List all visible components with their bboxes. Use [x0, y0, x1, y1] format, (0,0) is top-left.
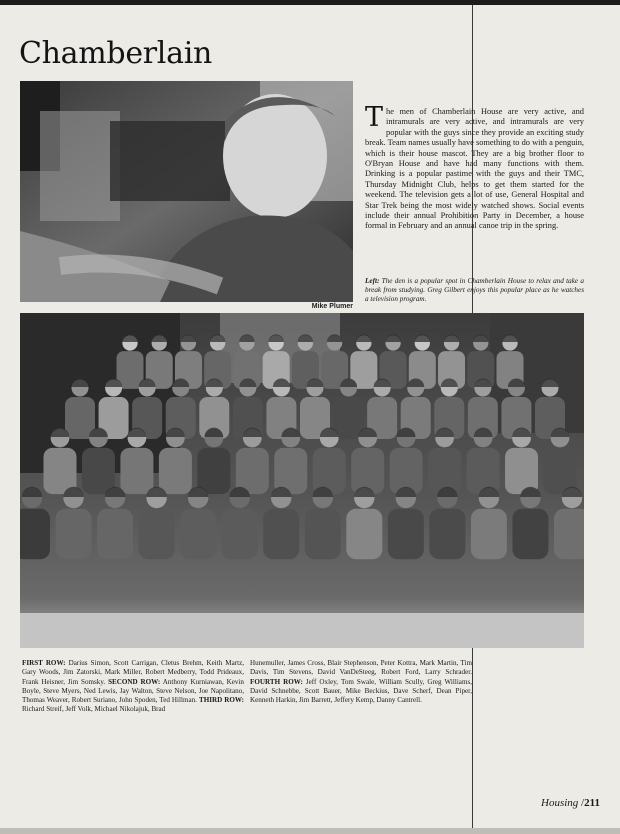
- article-body: [365, 102, 584, 232]
- photo-caption: [365, 277, 584, 304]
- group-member-body: [388, 509, 424, 559]
- article-body-text: he men of Chamberlain House are very active, and intramurals are very active, and intramurals are very popular with the guys since they provide an exciting study break. Team names usually have something to do with a penguin, which is their house mascot. They are a big brother floor to O'Bryan House and have had many functions with them. Drinking is a popular pastime with the guys and their TMC, Thursday Midnight Club, helps to get them started for the weekend. The television gets a lot of use, General Hospital and Star Trek being the most widely watched shows. Social events include their annual Prohibition Party in December, a house formal in February and an annual canoe trip in the spring.: [365, 107, 584, 231]
- group-member-body: [471, 509, 507, 559]
- group-member-body: [334, 397, 364, 439]
- photo-credit: Mike Plumer: [311, 303, 353, 310]
- row-names-second: Anthony Kurniawan, Kevin Boyle, Steve Myers, Ned Lewis, Jay Walton, Steve Nelson, Joe Napolitano, Thomas Weaver, Robert Suriano, John Spoden, Ted Hillman.: [22, 677, 244, 705]
- group-member-body: [197, 448, 230, 494]
- page-bottom-edge: [0, 828, 620, 834]
- group-member-body: [554, 509, 584, 559]
- group-member-body: [222, 509, 258, 559]
- row-label-second: SECOND ROW:: [108, 677, 161, 686]
- caption-text: The den is a popular spot in Chamberlain House to relax and take a break from studying. Greg Gilbert enjoys this popular place as he watches a television program.: [365, 277, 585, 303]
- names-column-2: [250, 659, 472, 705]
- group-member-body: [20, 509, 50, 559]
- row-names-third-start: Richard Streif, Jeff Volk, Michael Nikolajuk, Brad: [22, 705, 166, 714]
- row-names-fourth: Jeff Oxley, Tom Swale, William Scully, Greg Williams, David Schnebbe, Scott Bauer, Mike Beckius, Dave Scherf, Dean Piper, Kenneth Harkin, Jim Barrett, Jeffery Kemp, Danny Cantrell.: [250, 677, 472, 705]
- folio-section: Housing: [541, 797, 579, 809]
- group-member-body: [159, 448, 192, 494]
- group-member-body: [428, 448, 461, 494]
- group-member-body: [263, 509, 299, 559]
- group-photo-image: [20, 313, 584, 648]
- group-member-body: [305, 509, 341, 559]
- group-member-body: [346, 509, 382, 559]
- group-photo: [20, 313, 584, 648]
- den-photo-image: [20, 81, 353, 302]
- group-member-body: [512, 509, 548, 559]
- group-member-body: [467, 448, 500, 494]
- row-label-first: FIRST ROW:: [22, 659, 66, 667]
- row-label-third: THIRD ROW:: [199, 696, 244, 705]
- page-top-edge: [0, 0, 620, 5]
- page-folio: [480, 797, 600, 809]
- group-member-body: [180, 509, 216, 559]
- folio-separator: /: [581, 797, 585, 809]
- group-member-body: [139, 509, 175, 559]
- row-label-fourth: FOURTH ROW:: [250, 677, 303, 686]
- group-member-body: [56, 509, 92, 559]
- names-column-1: [22, 659, 244, 715]
- group-member-body: [429, 509, 465, 559]
- group-member-body: [120, 448, 153, 494]
- den-photo: [20, 81, 353, 302]
- group-member-body: [313, 448, 346, 494]
- group-member-body: [82, 448, 115, 494]
- row-names-third-cont: Hunemuller, James Cross, Blair Stephenson, Peter Kottra, Mark Martin, Tim Davis, Tim Stevens, David VanDeSteeg, Robert Ford, Larry Schrader.: [250, 659, 472, 677]
- folio-page-number: 211: [584, 797, 600, 809]
- group-member-body: [351, 448, 384, 494]
- group-member-body: [97, 509, 133, 559]
- drop-cap: T: [365, 102, 384, 133]
- page-title: Chamberlain: [19, 36, 213, 71]
- row-names-first: Darius Simon, Scott Carrigan, Cletus Brehm, Keith Martz, Gary Woods, Jim Zatorski, Mark Miller, Robert Medberry, Todd Prideaux, Frank Heisner, Jim Somsky.: [22, 659, 245, 686]
- caption-lead: Left:: [365, 277, 380, 285]
